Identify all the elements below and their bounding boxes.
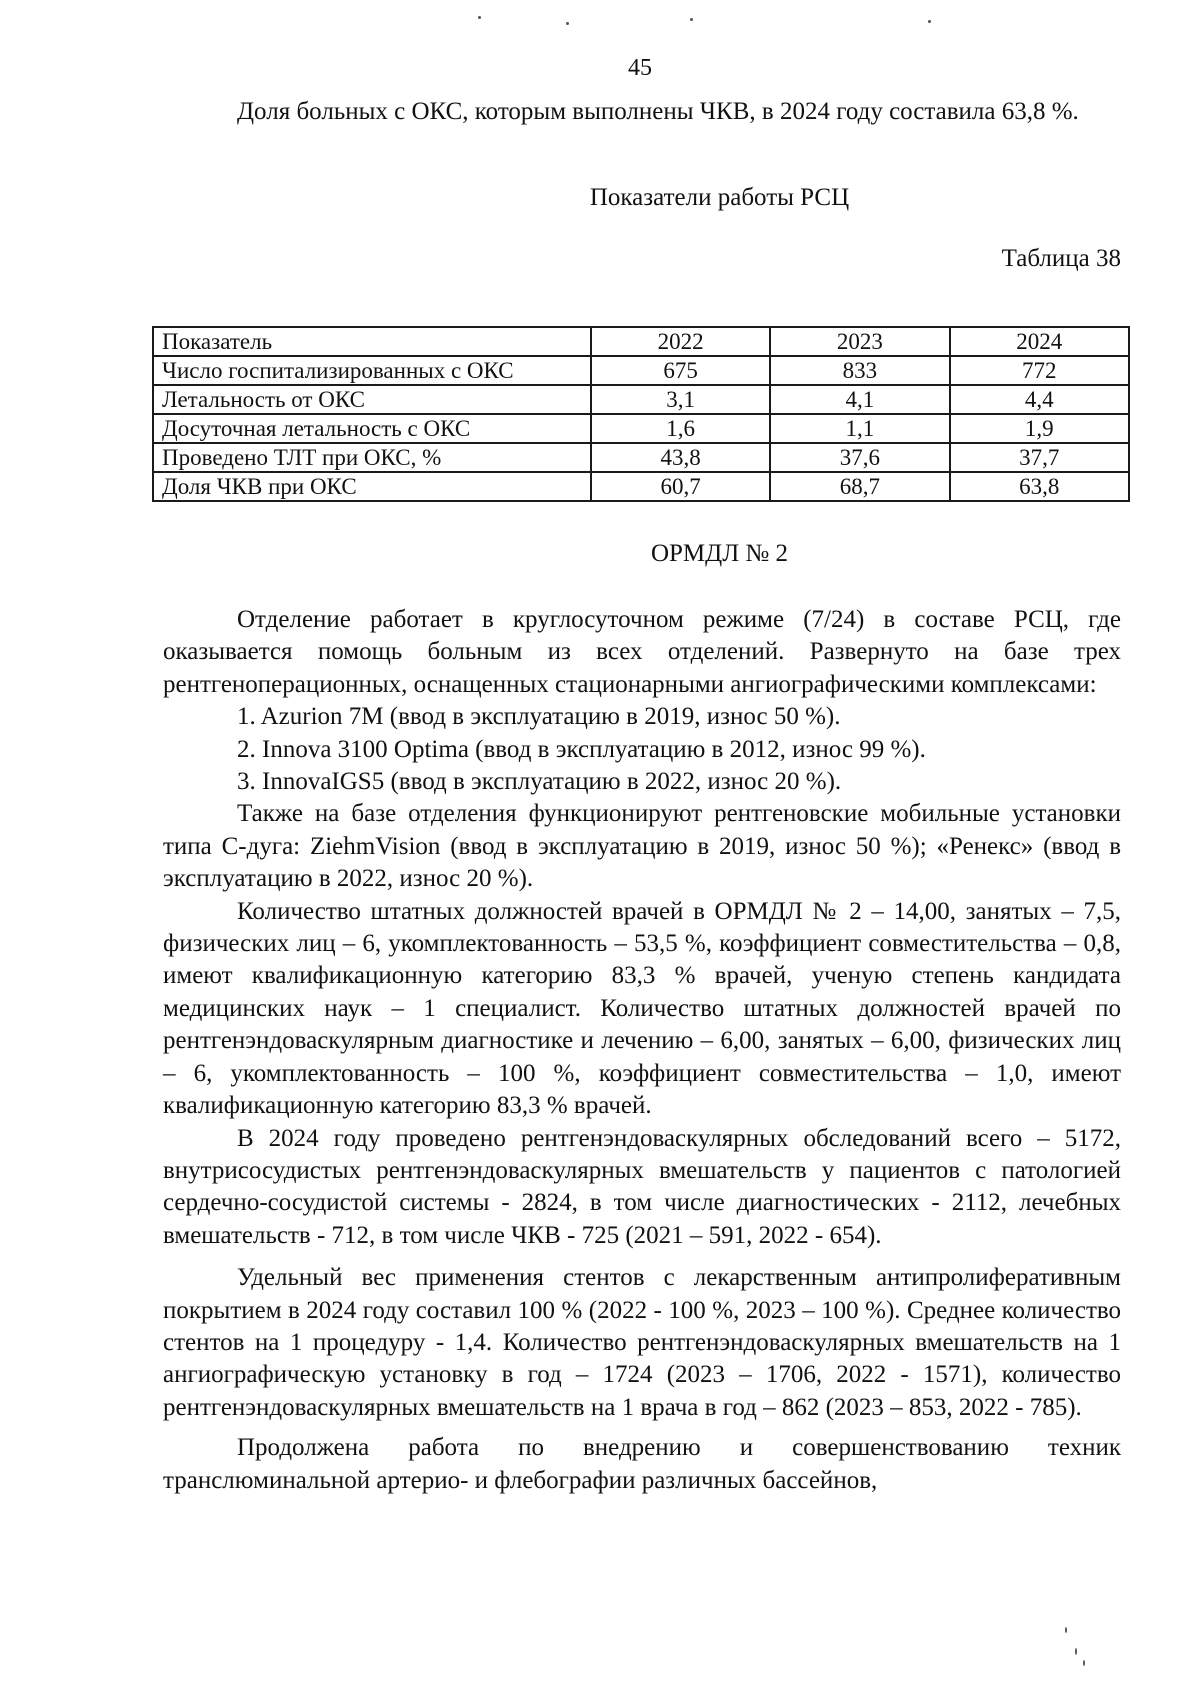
table-cell: 4,1 [770,385,949,414]
paragraph-staffing: Количество штатных должностей врачей в ОРМДЛ № 2 – 14,00, занятых – 7,5, физических лиц – 6, укомплектованность – 53,5 %, коэффициент совместительства – 0,8, имеют квалификационную категорию 83,3 % врачей, ученую степень кандидата медицинских наук – 1 специалист. Количество штатных должностей врачей по рентгенэндоваскулярным диагностике и лечению – 6,00, занятых – 6,00, физических лиц – 6, укомплектованность – 100 %, коэффициент совместительства – 1,0, имеют квалификационную категорию 83,3 % врачей. [163,897,1121,1120]
table-cell: Досуточная летальность с ОКС [153,414,591,443]
intro-paragraph: Доля больных с ОКС, которым выполнены ЧКВ, в 2024 году составила 63,8 %. [237,98,1079,125]
list-item: 3. InnovaIGS5 (ввод в эксплуатацию в 2022, износ 20 %). [237,768,842,796]
table-cell: 43,8 [591,443,770,472]
table-row [153,385,1129,414]
intro-block [163,96,1121,128]
paragraph-procedures: В 2024 году проведено рентгенэндоваскулярных обследований всего – 5172, внутрисосудистых рентгенэндоваскулярных вмешательств у пациентов с патологией сердечно-сосудистой системы - 2824, в том числе диагностических - 2112, лечебных вмешательств - 712, в том числе ЧКВ - 725 (2021 – 591, 2022 - 654). [163,1124,1121,1249]
section-title: ОРМДЛ № 2 [650,540,789,567]
table-header-row [153,327,1129,356]
scan-speck [690,18,693,21]
table-cell: 68,7 [770,472,949,501]
table-cell: 63,8 [950,472,1129,501]
scan-speck [1065,1627,1067,1633]
section-title-block [163,538,1200,570]
table-cell: 1,9 [950,414,1129,443]
scan-speck [478,16,481,19]
list-item: 2. Innova 3100 Optima (ввод в эксплуатацию в 2012, износ 99 %). [237,735,926,763]
table-title-block [163,182,1200,214]
table-header-cell: 2024 [950,327,1129,356]
table-cell: 37,6 [770,443,949,472]
table-cell: 675 [591,356,770,385]
table-cell: 37,7 [950,443,1129,472]
scan-speck [1075,1648,1077,1655]
table-cell: Проведено ТЛТ при ОКС, % [153,443,591,472]
table-header-cell: Показатель [153,327,591,356]
scan-speck [1083,1660,1085,1666]
table-cell: Доля ЧКВ при ОКС [153,472,591,501]
paragraph-stents: Удельный вес применения стентов с лекарственным антипролиферативным покрытием в 2024 году составил 100 % (2022 - 100 %, 2023 – 100 %). Среднее количество стентов на 1 процедуру - 1,4. Количество рентгенэндоваскулярных вмешательств на 1 ангиографическую установку в год – 1724 (2023 – 1706, 2022 - 1571), количество рентгенэндоваскулярных вмешательств на 1 врача в год – 862 (2023 – 853, 2022 - 785). [163,1264,1121,1421]
table-header-cell: 2022 [591,327,770,356]
table-cell: 1,1 [770,414,949,443]
table-cell: 833 [770,356,949,385]
table-cell: Число госпитализированных с ОКС [153,356,591,385]
section-body [163,604,1121,1497]
scan-speck [566,22,569,25]
table-cell: 1,6 [591,414,770,443]
paragraph-departments: Отделение работает в круглосуточном режиме (7/24) в составе РСЦ, где оказывается помощь больным из всех отделений. Развернуто на базе трех рентгеноперационных, оснащенных стационарными ангиографическими комплексами: [163,606,1121,698]
table-cell: 4,4 [950,385,1129,414]
table-label-block [163,243,1121,275]
table-title: Показатели работы РСЦ [589,184,850,211]
paragraph-techniques: Продолжена работа по внедрению и совершенствованию техник транслюминальной артерио- и флебографии различных бассейнов, [163,1434,1121,1494]
table-label: Таблица 38 [1001,245,1121,272]
page-number: 45 [628,55,652,81]
table-cell: Летальность от ОКС [153,385,591,414]
indicators-table [152,326,1130,502]
list-item: 1. Azurion 7M (ввод в эксплуатацию в 2019, износ 50 %). [237,703,841,731]
table-cell: 60,7 [591,472,770,501]
table-cell: 772 [950,356,1129,385]
table-header-cell: 2023 [770,327,949,356]
table-row [153,443,1129,472]
table-row [153,472,1129,501]
table-cell: 3,1 [591,385,770,414]
table-row [153,356,1129,385]
table-row [153,414,1129,443]
scan-speck [928,20,931,23]
paragraph-mobile-units: Также на базе отделения функционируют рентгеновские мобильные установки типа С-дуга: ZiehmVision (ввод в эксплуатацию в 2019, износ 50 %); «Ренекс» (ввод в эксплуатацию в 2022, износ 20 %). [163,800,1121,893]
